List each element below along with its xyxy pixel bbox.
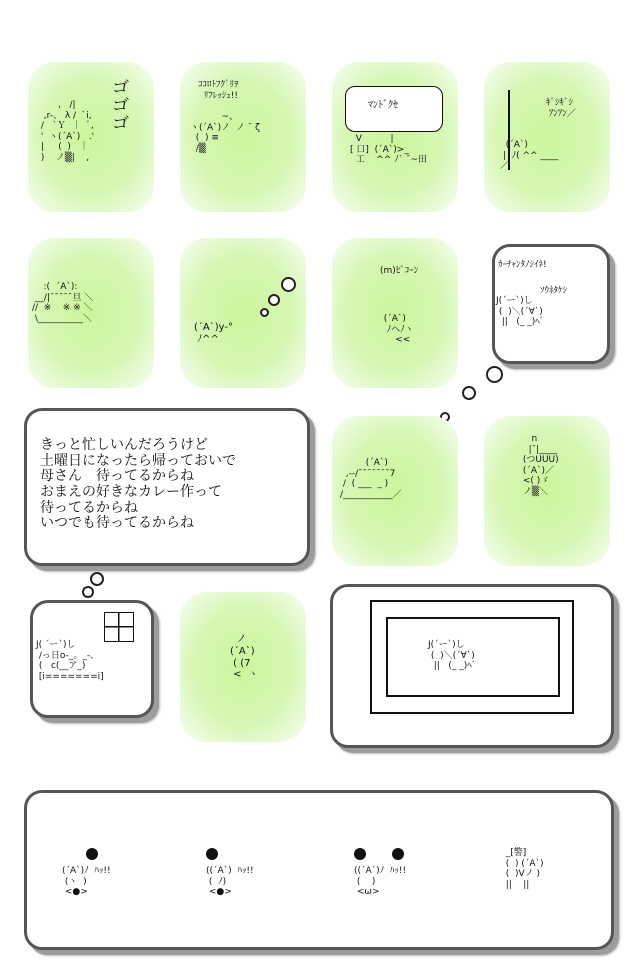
panel-3-aa: V | [ 口] (´A`)>_ 工 ^^ ﾉ` ¯~田	[350, 134, 428, 166]
thought-bubble-5	[82, 586, 94, 598]
thought-bubble-small	[260, 308, 269, 317]
panel-8-line-2: ｿｳﾈﾀｹｼ	[540, 286, 568, 296]
panel-2-title: ｺｺﾛﾄﾌｸﾞﾘｦ ﾘﾌﾚｯｼｭ!!	[198, 80, 239, 101]
strip-frame-4-aa: _[警] ( ) (´A`) ( )Vノ ) || ||	[505, 848, 544, 890]
panel-4-aa: (´A`) | ﾉ( ^^ ____ ／	[500, 140, 559, 172]
ball-2	[206, 848, 218, 860]
strip-frame-1-aa: (´A`)ﾉ ﾊｯ!! (ヽ ) <●>	[62, 866, 111, 898]
strip-frame-2-aa: ((´A`) ﾊｯ!! ( ﾉ) <●>	[206, 866, 254, 898]
panel-4	[484, 62, 610, 212]
thought-bubble-2	[462, 386, 476, 400]
panel-2-aa: ~、 ヽ(´A`)ノ ノ ¯ ζ ( ) ≡ /▒	[190, 112, 261, 154]
ball-3a	[354, 848, 366, 860]
panel-1-sfx: ゴ ゴ ゴ	[112, 78, 129, 134]
panel-8-aa: J(´ー`)し ( )＼(´∀`) || (_ _)ﾍﾞ	[496, 296, 545, 328]
panel-7	[332, 238, 458, 388]
panel-7-sfx: (m)ﾋﾟｺｰﾝ	[380, 266, 419, 276]
panel-5-aa: :( ´A`): __/|¯¯¯¯¯旦 ＼ // ※ ※ ※ ＼ \__________＼	[32, 282, 94, 324]
panel-10-aa: (´A`) ,--/¯¯¯¯¯¯¯7 / ( ___ _ ) /___________／	[340, 458, 402, 500]
thought-bubble-1	[486, 366, 503, 383]
panel-11-aa: n |¯|____ (つUUU) (´A`)／ <( )ゞ ノ▒＼	[522, 434, 559, 498]
panel-7-aa: (´A`) ﾉヘﾉヽ <<	[383, 314, 414, 346]
panel-14-aa: J(´ー`)し ( )＼(´∀`) || (_ _)ﾍﾞ	[428, 640, 477, 672]
panel-6	[180, 238, 306, 388]
panel-3-sign-text: ﾏﾝﾄﾞｸｾ	[368, 100, 398, 111]
panel-6-aa: (´A`)y-° ﾉ^^	[194, 322, 233, 345]
strip-frame-3-aa: ((´A`)ﾉ ﾊｯ!! ( ) <ω>	[354, 866, 407, 898]
ball-3b	[392, 848, 404, 860]
thought-bubble-medium	[268, 294, 280, 306]
panel-8-line-1: ｶｰﾁｬﾝﾀﾉｼｲﾈ!	[498, 260, 547, 270]
letter-text: きっと忙しいんだろうけど 土曜日になったら帰っておいで 母さん 待ってるからね おまえの好きなカレー作って 待ってるからね いつでも待ってるからね	[40, 437, 236, 532]
window-icon	[104, 612, 134, 642]
panel-1-aa: , /| ,r-、 λ / ﾞi, / `Ｙ ｜ ﾞ, ' ヽ(´A`) .' | ( ) ｜ ) ノ▒| ,	[40, 100, 95, 164]
panel-13-aa: ノ (´A`) ( (7 < ヽ	[230, 634, 258, 681]
thought-bubble-large	[281, 277, 296, 292]
ball-1	[86, 848, 98, 860]
thought-bubble-4	[90, 572, 104, 586]
panel-12-aa: J( ´ー`)し /っ日o-_。_-、 ( c(__ア_) [i=======i]	[36, 640, 104, 682]
panel-4-sfx: ｷﾞｼｷﾞｼ ｱﾝｱﾝ／	[546, 98, 576, 119]
